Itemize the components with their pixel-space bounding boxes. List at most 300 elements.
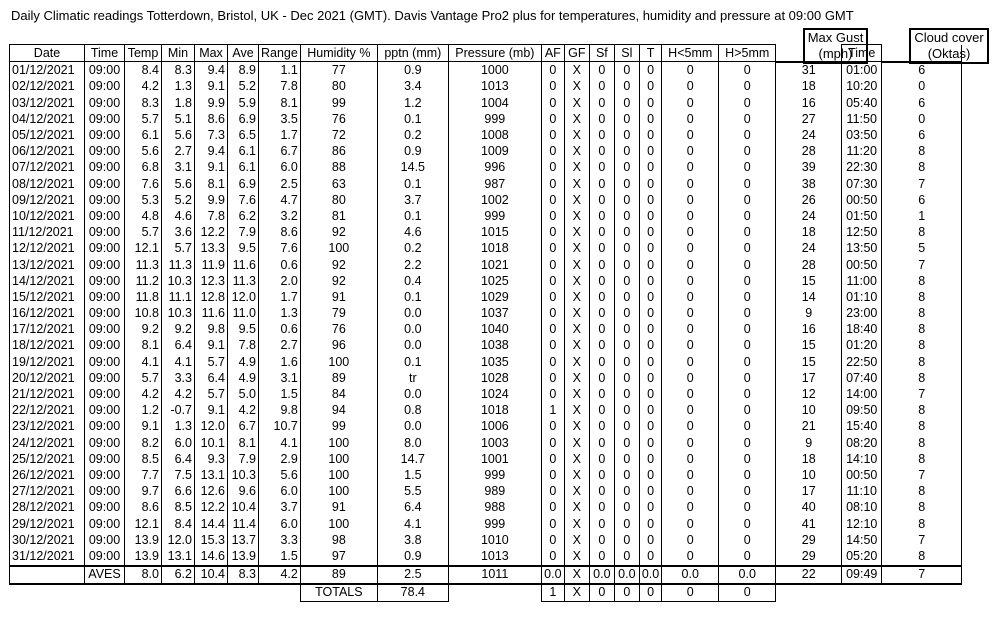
table-cell: X [564, 144, 589, 160]
table-cell: 08/12/2021 [10, 176, 85, 192]
table-cell: 4.6 [377, 225, 448, 241]
table-cell: 0 [589, 403, 614, 419]
table-cell: 09:00 [85, 516, 125, 532]
table-cell: 4.1 [162, 354, 195, 370]
table-cell: 0 [639, 127, 661, 143]
table-cell: 0 [589, 435, 614, 451]
table-cell: 0 [589, 144, 614, 160]
table-cell: X [564, 257, 589, 273]
table-cell: 12/12/2021 [10, 241, 85, 257]
table-cell: 8.4 [162, 516, 195, 532]
page-title: Daily Climatic readings Totterdown, Bristol, UK - Dec 2021 (GMT). Davis Vantage Pro2 plus for temperatures, humidity and pressure at 09:00 GMT [11, 8, 854, 23]
table-row [10, 257, 962, 273]
table-cell: 9.1 [195, 403, 228, 419]
table-cell: 9.4 [195, 62, 228, 79]
table-cell: 8 [882, 516, 962, 532]
table-cell: 0 [719, 144, 776, 160]
column-header: Ave [228, 45, 259, 62]
empty-cell [228, 584, 259, 602]
table-cell: 10:20 [842, 79, 882, 95]
table-cell: 1010 [448, 532, 541, 548]
table-cell: 14.7 [377, 451, 448, 467]
table-cell: 4.1 [259, 435, 301, 451]
table-cell: 18 [776, 451, 842, 467]
table-cell: 24/12/2021 [10, 435, 85, 451]
table-row [10, 241, 962, 257]
table-cell: 15 [776, 354, 842, 370]
table-cell: X [564, 241, 589, 257]
table-cell: 0.0 [589, 566, 614, 584]
table-cell: 1018 [448, 403, 541, 419]
table-row [10, 484, 962, 500]
table-cell: 0 [541, 370, 564, 386]
table-cell: 0 [589, 62, 614, 79]
table-cell: 41 [776, 516, 842, 532]
table-cell: 11.3 [125, 257, 162, 273]
table-cell: 3.4 [377, 79, 448, 95]
table-cell: -0.7 [162, 403, 195, 419]
table-cell: 0 [639, 273, 661, 289]
table-cell: 0 [541, 467, 564, 483]
table-cell: 28 [776, 257, 842, 273]
table-cell: 9.4 [195, 144, 228, 160]
table-cell: 11:50 [842, 111, 882, 127]
table-cell: 0 [639, 484, 661, 500]
table-cell: 99 [300, 419, 377, 435]
table-cell: 12:10 [842, 516, 882, 532]
totals-label: TOTALS [300, 584, 377, 602]
table-cell: 9.1 [195, 160, 228, 176]
table-cell: 06/12/2021 [10, 144, 85, 160]
table-cell: 1035 [448, 354, 541, 370]
table-cell: 13:50 [842, 241, 882, 257]
table-cell: X [564, 289, 589, 305]
table-cell: 0 [662, 257, 719, 273]
table-cell: 0 [541, 176, 564, 192]
table-row [10, 435, 962, 451]
table-cell: 10 [776, 467, 842, 483]
table-cell: 0.6 [259, 322, 301, 338]
table-cell: 987 [448, 176, 541, 192]
table-cell: 09:00 [85, 192, 125, 208]
table-cell: X [564, 306, 589, 322]
table-cell: 7.6 [228, 192, 259, 208]
table-cell: 0 [662, 95, 719, 111]
column-header [882, 45, 962, 62]
table-cell: 5.6 [125, 144, 162, 160]
table-cell: 29/12/2021 [10, 516, 85, 532]
table-cell: 0 [614, 144, 639, 160]
table-cell: 0.0 [719, 566, 776, 584]
table-body [10, 62, 962, 602]
table-cell: 80 [300, 79, 377, 95]
table-cell: X [564, 208, 589, 224]
table-cell: 6.4 [162, 451, 195, 467]
table-cell: 0 [639, 500, 661, 516]
table-cell: 0 [639, 532, 661, 548]
table-cell: 6 [882, 62, 962, 79]
totals-cell: 0 [614, 584, 639, 602]
table-cell: 4.1 [125, 354, 162, 370]
table-cell: 12:50 [842, 225, 882, 241]
table-cell: 4.7 [259, 192, 301, 208]
table-cell: 2.0 [259, 273, 301, 289]
table-cell: 1.2 [125, 403, 162, 419]
table-cell: 8 [882, 451, 962, 467]
table-cell: 1009 [448, 144, 541, 160]
table-cell: 09:00 [85, 306, 125, 322]
column-header: Humidity % [300, 45, 377, 62]
table-cell: 0 [719, 322, 776, 338]
table-cell: 12.8 [195, 289, 228, 305]
table-cell: 0 [719, 273, 776, 289]
table-cell: 0 [589, 127, 614, 143]
table-cell: 1.3 [162, 79, 195, 95]
table-row [10, 192, 962, 208]
table-cell: 12.1 [125, 241, 162, 257]
table-cell: 0.1 [377, 111, 448, 127]
empty-cell [162, 584, 195, 602]
table-cell: 0 [589, 370, 614, 386]
table-cell: 0 [589, 354, 614, 370]
table-cell: 12.1 [125, 516, 162, 532]
table-cell: 10/12/2021 [10, 208, 85, 224]
table-cell: 8.6 [259, 225, 301, 241]
table-cell: 9.6 [228, 484, 259, 500]
table-cell: 26/12/2021 [10, 467, 85, 483]
table-cell: 86 [300, 144, 377, 160]
table-cell: X [564, 192, 589, 208]
table-cell: X [564, 548, 589, 565]
table-cell: 0 [639, 354, 661, 370]
table-cell: 5.7 [195, 386, 228, 402]
table-cell: 15:40 [842, 419, 882, 435]
table-cell: 0 [662, 500, 719, 516]
table-cell: 6.2 [162, 566, 195, 584]
table-cell: 23:00 [842, 306, 882, 322]
table-cell: 3.3 [162, 370, 195, 386]
table-cell: 11:10 [842, 484, 882, 500]
table-cell: 22:50 [842, 354, 882, 370]
table-cell: 0 [719, 111, 776, 127]
table-cell: 8.3 [228, 566, 259, 584]
table-cell: 8.9 [228, 62, 259, 79]
table-cell: 4.2 [125, 79, 162, 95]
table-cell: 1029 [448, 289, 541, 305]
totals-cell: 0 [639, 584, 661, 602]
table-cell: 3.3 [259, 532, 301, 548]
table-cell: 0 [639, 225, 661, 241]
table-cell: 6.6 [162, 484, 195, 500]
table-cell: 02/12/2021 [10, 79, 85, 95]
table-cell: 3.1 [162, 160, 195, 176]
table-cell: 8.6 [195, 111, 228, 127]
table-cell: 6.2 [228, 208, 259, 224]
table-cell: 09:00 [85, 435, 125, 451]
table-cell: 8.4 [125, 62, 162, 79]
table-cell: 08:10 [842, 500, 882, 516]
table-cell: 0 [589, 516, 614, 532]
column-header: Range [259, 45, 301, 62]
table-cell: 09:00 [85, 548, 125, 565]
table-cell: 01:20 [842, 338, 882, 354]
table-cell: 0 [541, 451, 564, 467]
table-cell: X [564, 338, 589, 354]
table-cell: 0 [719, 451, 776, 467]
table-cell: 9.8 [259, 403, 301, 419]
table-cell: 0 [662, 192, 719, 208]
table-cell: 09:00 [85, 111, 125, 127]
table-cell: 0 [589, 548, 614, 565]
table-row [10, 532, 962, 548]
table-cell: 8 [882, 370, 962, 386]
totals-cell: 1 [541, 584, 564, 602]
table-cell: 9.5 [228, 322, 259, 338]
table-cell: 0 [639, 79, 661, 95]
table-cell: 01/12/2021 [10, 62, 85, 79]
table-cell: 6.5 [228, 127, 259, 143]
table-cell: 5.6 [162, 127, 195, 143]
table-row [10, 386, 962, 402]
table-cell: 0 [614, 451, 639, 467]
table-cell: 5.9 [228, 95, 259, 111]
empty-cell [776, 584, 842, 602]
table-cell: 07:40 [842, 370, 882, 386]
table-cell: 0 [589, 289, 614, 305]
table-cell: X [564, 95, 589, 111]
column-header: Time [85, 45, 125, 62]
table-cell: 8 [882, 484, 962, 500]
table-cell: 9.5 [228, 241, 259, 257]
table-cell: 0 [614, 111, 639, 127]
column-header: H<5mm [662, 45, 719, 62]
table-cell: 0 [541, 306, 564, 322]
table-row [10, 62, 962, 79]
table-cell: 0 [719, 176, 776, 192]
table-cell: 0 [662, 484, 719, 500]
table-cell: X [564, 127, 589, 143]
table-cell: 0 [639, 386, 661, 402]
cloud-cover-header-line1: Cloud cover [914, 30, 984, 45]
table-cell: 09:00 [85, 403, 125, 419]
table-cell: 100 [300, 241, 377, 257]
table-cell: 1025 [448, 273, 541, 289]
column-header: AF [541, 45, 564, 62]
table-cell: 01:00 [842, 62, 882, 79]
table-cell: 0 [541, 484, 564, 500]
table-cell: 8.5 [162, 500, 195, 516]
table-cell: 0 [662, 435, 719, 451]
table-cell: 0 [639, 111, 661, 127]
table-row [10, 403, 962, 419]
table-row [10, 516, 962, 532]
table-cell: 0 [614, 386, 639, 402]
table-cell: 7 [882, 467, 962, 483]
table-cell: 8.1 [228, 435, 259, 451]
table-cell: 10.4 [195, 566, 228, 584]
table-cell: 3.5 [259, 111, 301, 127]
table-cell: 7.8 [195, 208, 228, 224]
table-cell: 5.6 [162, 176, 195, 192]
table-cell: X [564, 435, 589, 451]
table-cell: 05:40 [842, 95, 882, 111]
table-cell: 1.7 [259, 127, 301, 143]
table-cell: 5.1 [162, 111, 195, 127]
table-cell: 13.9 [228, 548, 259, 565]
table-cell: 17/12/2021 [10, 322, 85, 338]
table-cell: 0 [589, 79, 614, 95]
table-cell: 0 [639, 95, 661, 111]
table-cell: 11.8 [125, 289, 162, 305]
table-cell: 24 [776, 241, 842, 257]
table-cell: X [564, 451, 589, 467]
table-cell: 0 [719, 306, 776, 322]
table-cell: 12.2 [195, 225, 228, 241]
table-row [10, 322, 962, 338]
table-cell: 04/12/2021 [10, 111, 85, 127]
table-cell: 1 [882, 208, 962, 224]
table-cell: 8 [882, 403, 962, 419]
table-cell: 0.0 [662, 566, 719, 584]
table-cell: 999 [448, 516, 541, 532]
table-cell: 16/12/2021 [10, 306, 85, 322]
column-header: H>5mm [719, 45, 776, 62]
table-cell: 11:20 [842, 144, 882, 160]
table-cell: 28/12/2021 [10, 500, 85, 516]
table-cell: 17 [776, 484, 842, 500]
table-cell: 0 [589, 273, 614, 289]
table-cell: 9.9 [195, 95, 228, 111]
table-cell: 8.1 [195, 176, 228, 192]
table-cell: 0 [662, 419, 719, 435]
table-cell: 09:00 [85, 208, 125, 224]
table-cell: 18 [776, 79, 842, 95]
table-cell: 0 [589, 322, 614, 338]
table-cell: 8 [882, 500, 962, 516]
table-cell: X [564, 111, 589, 127]
table-cell: 6.9 [228, 111, 259, 127]
table-cell: 09:00 [85, 500, 125, 516]
table-cell: 0 [662, 516, 719, 532]
table-cell: 0 [719, 160, 776, 176]
table-cell: AVES [85, 566, 125, 584]
table-cell: 5.5 [377, 484, 448, 500]
totals-cell: X [564, 584, 589, 602]
table-cell: 0 [541, 322, 564, 338]
table-row [10, 79, 962, 95]
table-cell: 1.1 [259, 62, 301, 79]
table-cell: 0 [639, 62, 661, 79]
table-cell: 09:00 [85, 241, 125, 257]
column-header: T [639, 45, 661, 62]
table-cell: X [564, 386, 589, 402]
table-cell: 29 [776, 532, 842, 548]
table-cell: 0 [614, 257, 639, 273]
table-cell: X [564, 419, 589, 435]
table-cell: 92 [300, 225, 377, 241]
table-cell: 31 [776, 62, 842, 79]
table-cell: 19/12/2021 [10, 354, 85, 370]
table-cell: 2.7 [259, 338, 301, 354]
table-cell: 0 [541, 289, 564, 305]
table-cell: 0 [541, 208, 564, 224]
column-header: GF [564, 45, 589, 62]
table-cell: 1.6 [259, 354, 301, 370]
table-cell: 14:00 [842, 386, 882, 402]
table-cell: 6 [882, 95, 962, 111]
table-cell: 0.6 [259, 257, 301, 273]
table-cell: 09:00 [85, 484, 125, 500]
table-cell: 0 [614, 95, 639, 111]
table-cell: 15.3 [195, 532, 228, 548]
table-cell: 0 [662, 370, 719, 386]
table-cell: 0 [662, 273, 719, 289]
table-cell: 8.2 [125, 435, 162, 451]
table-cell: 27/12/2021 [10, 484, 85, 500]
table-cell: 0 [719, 532, 776, 548]
table-cell: 7.9 [228, 225, 259, 241]
table-cell: 0 [541, 192, 564, 208]
table-cell: 8 [882, 289, 962, 305]
table-cell: 1001 [448, 451, 541, 467]
table-cell: 81 [300, 208, 377, 224]
table-cell: 1013 [448, 548, 541, 565]
table-cell: 0 [589, 241, 614, 257]
table-cell: 11.6 [195, 306, 228, 322]
table-cell: 91 [300, 289, 377, 305]
table-cell: 30/12/2021 [10, 532, 85, 548]
empty-cell [448, 584, 541, 602]
totals-pptn: 78.4 [377, 584, 448, 602]
table-cell: 09/12/2021 [10, 192, 85, 208]
table-cell: 0.0 [377, 338, 448, 354]
table-cell: 89 [300, 566, 377, 584]
table-cell: 0 [662, 144, 719, 160]
column-header: Sl [614, 45, 639, 62]
table-row [10, 451, 962, 467]
table-cell: 8 [882, 273, 962, 289]
table-cell: 10.7 [259, 419, 301, 435]
table-cell: 63 [300, 176, 377, 192]
table-cell: 100 [300, 484, 377, 500]
table-cell: 14 [776, 289, 842, 305]
table-cell: 0 [662, 354, 719, 370]
table-cell: 3.8 [377, 532, 448, 548]
table-cell: 09:00 [85, 273, 125, 289]
table-cell: 0 [614, 62, 639, 79]
table-cell: 4.9 [228, 354, 259, 370]
table-cell: 15 [776, 338, 842, 354]
table-cell: 09:00 [85, 176, 125, 192]
table-cell: 0 [639, 160, 661, 176]
table-cell: 0 [541, 532, 564, 548]
table-cell: 17 [776, 370, 842, 386]
table-cell: 98 [300, 532, 377, 548]
table-cell: 2.7 [162, 144, 195, 160]
table-cell: 09:00 [85, 95, 125, 111]
table-cell: 6.4 [162, 338, 195, 354]
table-cell: 6.9 [228, 176, 259, 192]
totals-cell: 0 [662, 584, 719, 602]
table-cell: 6.0 [259, 516, 301, 532]
table-cell: 7 [882, 532, 962, 548]
table-cell: 0 [541, 354, 564, 370]
table-cell: 0 [662, 208, 719, 224]
table-cell: 7 [882, 566, 962, 584]
table-row [10, 95, 962, 111]
table-cell: 5.2 [228, 79, 259, 95]
table-cell: 9 [776, 435, 842, 451]
